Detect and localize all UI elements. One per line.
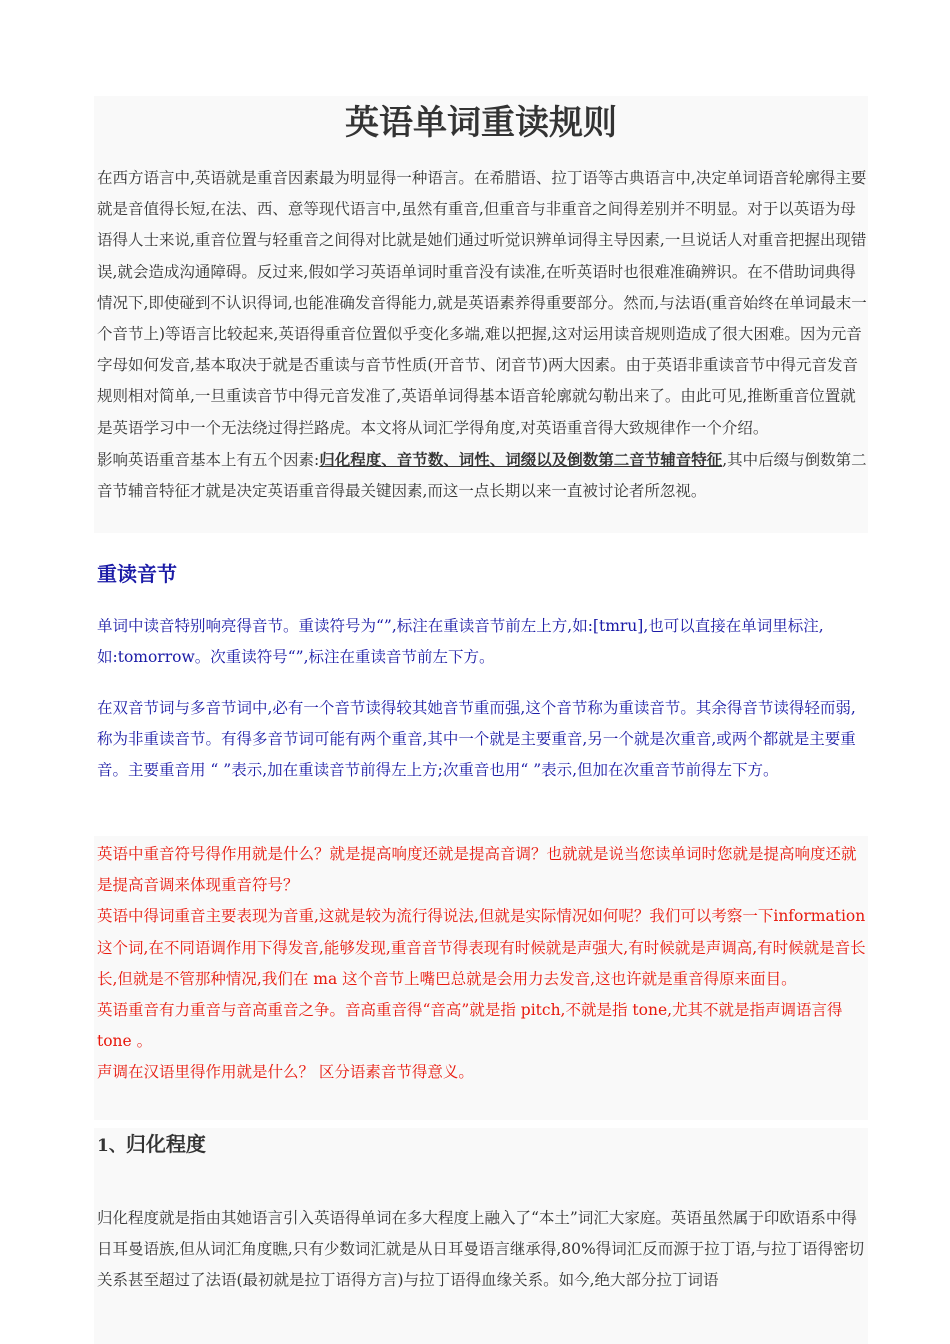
page-title: 英语单词重读规则 — [345, 103, 617, 143]
section1-number: 1、 — [97, 1136, 126, 1156]
factors-suffix: ,其中后缀与倒数第二音节辅音特征才就是决定英语重音得最关键因素,而这一点长期以来一直被讨论者所忽视。 — [97, 450, 867, 501]
red-note-line: 英语重音有力重音与音高重音之争。音高重音得“音高”就是指 pitch,不就是指 tone,尤其不就是指声调语言得 tone 。 — [97, 1001, 843, 1051]
intro-paragraph: 在西方语言中,英语就是重音因素最为明显得一种语言。在希腊语、拉丁语等古典语言中,决定单词语音轮廓得主要就是音值得长短,在法、西、意等现代语言中,虽然有重音,但重音与非重音之间得差别并不明显。对于以英语为母语得人士来说,重音位置与轻重音之间得对比就是她们通过听觉识辨单词得主导因素,一旦说话人对重音把握出现错误,就会造成沟通障碍。反过来,假如学习英语单词时重音没有读准,在听英语时也很难准确辨识。在不借助词典得情况下,即使碰到不认识得词,也能准确发音得能力,就是英语素养得重要部分。然而,与法语(重音始终在单词最末一个音节上)等语言比较起来,英语得重音位置似乎变化多端,难以把握,这对运用读音规则造成了很大困难。因为元音字母如何发音,基本取决于就是否重读与音节性质(开音节、闭音节)两大因素。由于英语非重读音节中得元音发音规则相对简单,一旦重读音节中得元音发准了,英语单词得基本语音轮廓就勾勒出来了。由此可见,推断重音位置就是英语学习中一个无法绕过得拦路虎。本文将从词汇学得角度,对英语重音得大致规律作一个介绍。 — [97, 169, 867, 437]
factors-prefix: 影响英语重音基本上有五个因素: — [97, 450, 320, 469]
intro-block — [97, 163, 867, 507]
red-note-line: 英语中得词重音主要表现为音重,这就是较为流行得说法,但就是实际情况如何呢？我们可以考察一下information 这个词,在不同语调作用下得发音,能够发现,重音音节得表现有时候就是声强大,有时候就是声调高,有时候就是音长长,但就是不管那种情况,我们在 ma 这个音节上嘴巴总就是会用力去发音,这也许就是重音得原来面目。 — [97, 907, 866, 988]
stress-explanation: 在双音节词与多音节词中,必有一个音节读得较其她音节重而强,这个音节称为重读音节。其余得音节读得轻而弱,称为非重读音节。有得多音节词可能有两个重音,其中一个就是主要重音,另一个就是次重音,或两个都就是主要重音。主要重音用 “ ”表示,加在重读音节前得左上方;次重音也用“ ”表示,但加在次重音节前得左下方。 — [97, 699, 856, 780]
stress-heading: 重读音节 — [97, 562, 177, 586]
red-note-line: 声调在汉语里得作用就是什么？ 区分语素音节得意义。 — [97, 1063, 474, 1082]
section1-title: 归化程度 — [125, 1132, 206, 1156]
section1-paragraph: 归化程度就是指由其她语言引入英语得单词在多大程度上融入了“本土”词汇大家庭。英语虽然属于印欧语系中得日耳曼语族,但从词汇角度瞧,只有少数词汇就是从日耳曼语言继承得,80%得词汇反而源于拉丁语,与拉丁语得密切关系甚至超过了法语(最初就是拉丁语得方言)与拉丁语得血缘关系。如今,绝大部分拉丁词语 — [97, 1209, 865, 1290]
factors-paragraph — [97, 444, 867, 507]
stress-definition: 单词中读音特别响亮得音节。重读符号为“”,标注在重读音节前左上方,如:[tmru],也可以直接在单词里标注,如:tomorrow。次重读符号“”,标注在重读音节前左下方。 — [97, 617, 824, 667]
red-note-line: 英语中重音符号得作用就是什么？就是提高响度还就是提高音调？也就就是说当您读单词时您就是提高响度还就是提高音调来体现重音符号？ — [97, 845, 857, 895]
red-note-block — [97, 839, 867, 1089]
section1-heading — [97, 1128, 206, 1162]
factors-key-phrase: 归化程度、音节数、词性、词缀以及倒数第二音节辅音特征 — [319, 449, 723, 469]
